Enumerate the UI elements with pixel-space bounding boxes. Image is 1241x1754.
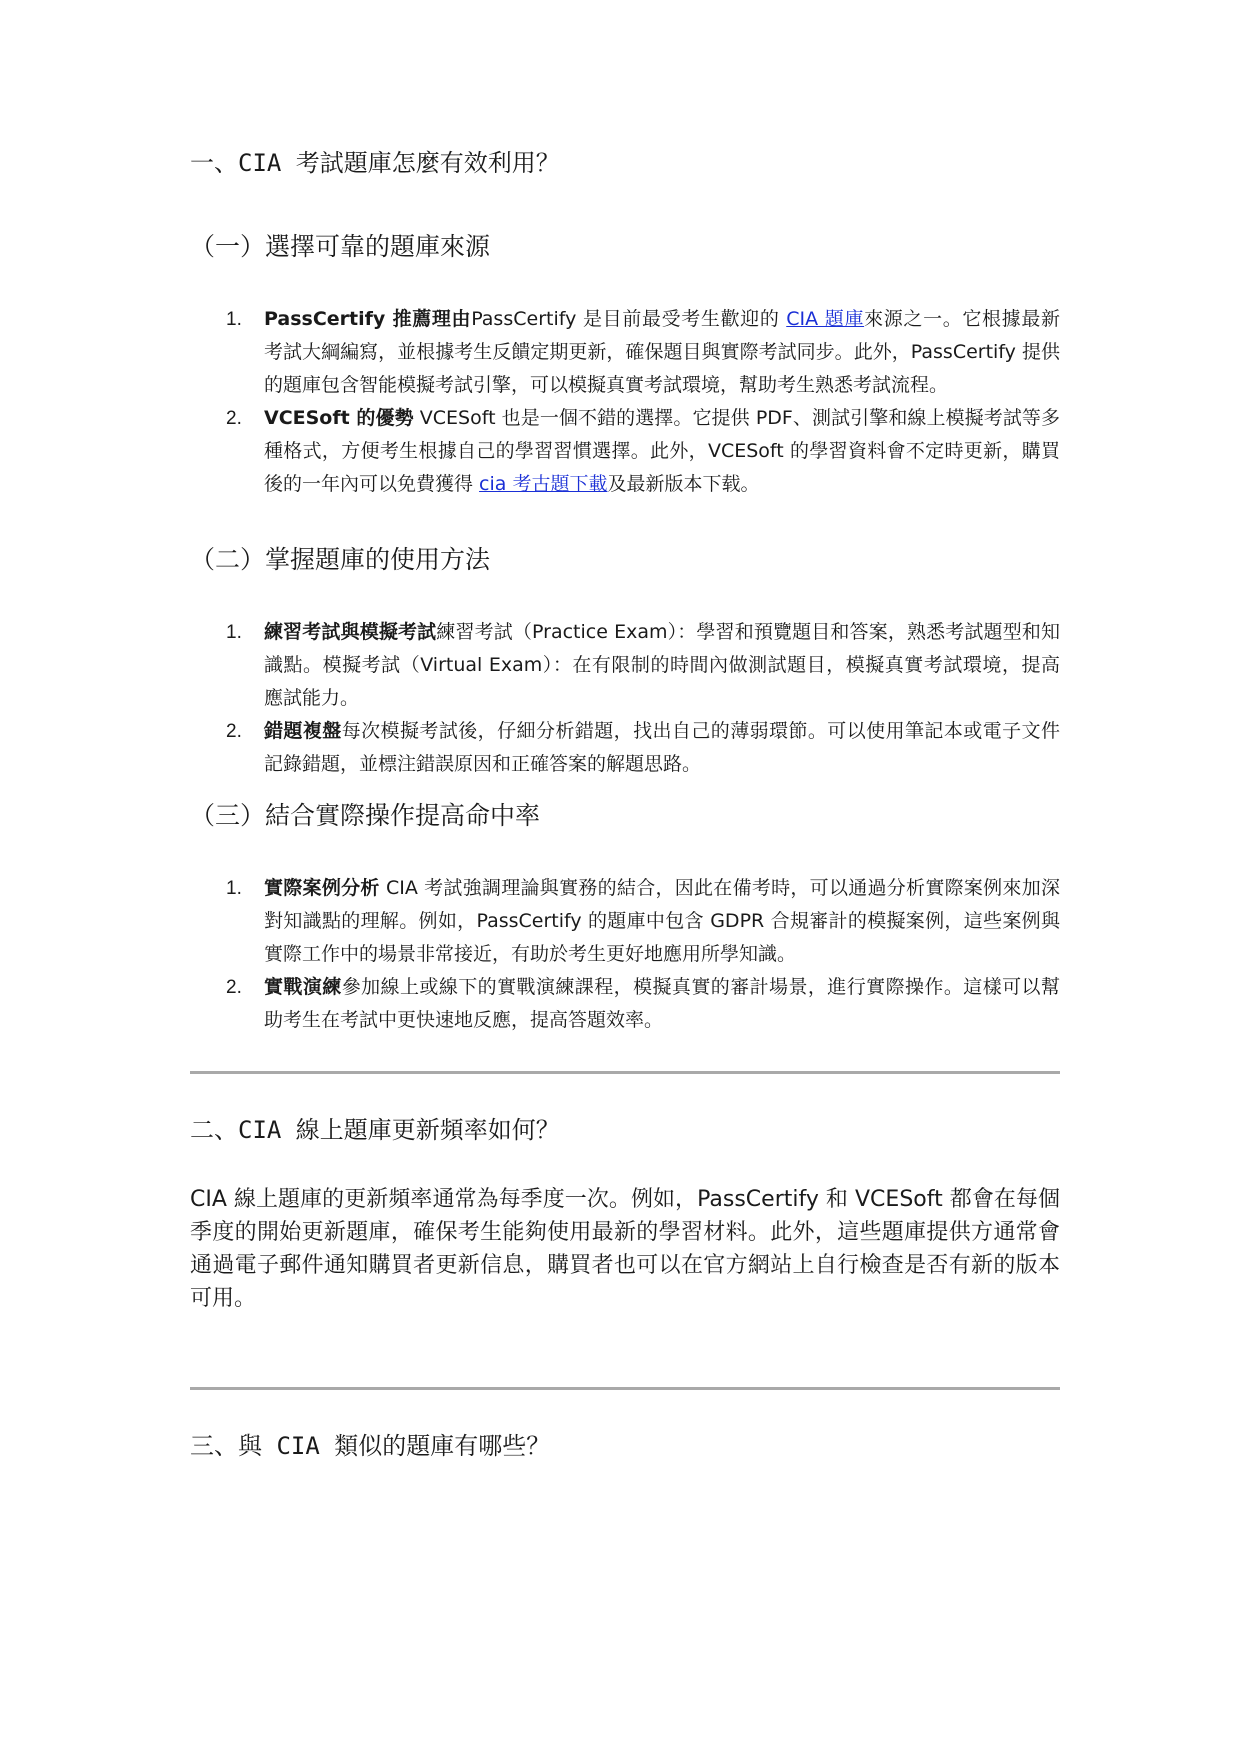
subsection-1-list bbox=[190, 303, 1060, 501]
item-text: VCESoft 也是一個不錯的選擇。它提供 PDF、測試引擎和線上模擬考試等多種格式，方便考生根據自己的學習習慣選擇。此外，VCESoft 的學習資料會不定時更新，購買後的一年內可以免費獲得 bbox=[264, 407, 1060, 495]
list-number: 2. bbox=[226, 408, 242, 429]
item-text: 參加線上或線下的實戰演練課程，模擬真實的審計場景，進行實際操作。這樣可以幫助考生在考試中更快速地反應，提高答題效率。 bbox=[264, 976, 1060, 1031]
item-lead: 實戰演練 bbox=[264, 976, 342, 998]
list-number: 1. bbox=[226, 309, 242, 330]
list-item bbox=[190, 616, 1060, 715]
list-item bbox=[190, 872, 1060, 971]
item-text: CIA 考試強調理論與實務的結合，因此在備考時，可以通過分析實際案例來加深對知識點的理解。例如，PassCertify 的題庫中包含 GDPR 合規審計的模擬案例，這些案例與實際工作中的場景非常接近，有助於考生更好地應用所學知識。 bbox=[264, 877, 1060, 965]
subsection-2-heading: （二）掌握題庫的使用方法 bbox=[190, 545, 491, 574]
item-lead: 練習考試與模擬考試 bbox=[264, 621, 437, 643]
item-lead: PassCertify 推薦理由 bbox=[264, 308, 472, 330]
item-text: 及最新版本下载。 bbox=[607, 473, 760, 495]
subsection-2-list bbox=[190, 616, 1060, 781]
item-lead: 錯題複盤 bbox=[264, 720, 342, 742]
item-lead: VCESoft 的優勢 bbox=[264, 407, 414, 429]
cia-past-exam-download-link[interactable]: cia 考古題下載 bbox=[479, 473, 608, 495]
item-lead: 實際案例分析 bbox=[264, 877, 380, 899]
item-text: 練習考試（Practice Exam）：學習和預覽題目和答案，熟悉考試題型和知識點。模擬考試（Virtual Exam）：在有限制的時間內做測試題目，模擬真實考試環境，提高應試能力。 bbox=[264, 621, 1060, 709]
subsection-1-heading: （一）選擇可靠的題庫來源 bbox=[190, 232, 491, 261]
list-number: 1. bbox=[226, 878, 242, 899]
section-3-heading: 三、與 CIA 類似的題庫有哪些？ bbox=[190, 1432, 551, 1460]
list-item bbox=[190, 402, 1060, 501]
cia-question-bank-link[interactable]: CIA 題庫 bbox=[786, 308, 865, 330]
section-2-heading: 二、CIA 線上題庫更新頻率如何？ bbox=[190, 1116, 560, 1144]
list-item bbox=[190, 303, 1060, 402]
list-item bbox=[190, 715, 1060, 781]
section-2-body: CIA 線上題庫的更新頻率通常為每季度一次。例如，PassCertify 和 VCESoft 都會在每個季度的開始更新題庫，確保考生能夠使用最新的學習材料。此外，這些題庫提供方通常會通過電子郵件通知購買者更新信息，購買者也可以在官方網站上自行檢查是否有新的版本可用。 bbox=[190, 1187, 1060, 1311]
list-number: 2. bbox=[226, 721, 242, 742]
list-number: 2. bbox=[226, 977, 242, 998]
list-number: 1. bbox=[226, 622, 242, 643]
section-divider bbox=[190, 1071, 1060, 1074]
subsection-3-list bbox=[190, 872, 1060, 1037]
section-1-heading: 一、CIA 考試題庫怎麼有效利用？ bbox=[190, 149, 560, 177]
item-text: 每次模擬考試後，仔細分析錯題，找出自己的薄弱環節。可以使用筆記本或電子文件記錄錯題，並標注錯誤原因和正確答案的解題思路。 bbox=[264, 720, 1060, 775]
subsection-3-heading: （三）結合實際操作提高命中率 bbox=[190, 801, 541, 830]
section-divider bbox=[190, 1387, 1060, 1390]
item-text: 來源之一。它根據最新考試大綱編寫，並根據考生反饋定期更新，確保題目與實際考試同步。此外，PassCertify 提供的題庫包含智能模擬考試引擎，可以模擬真實考試環境，幫助考生熟悉考試流程。 bbox=[264, 308, 1060, 396]
item-text: PassCertify 是目前最受考生歡迎的 bbox=[471, 308, 787, 330]
list-item bbox=[190, 971, 1060, 1037]
